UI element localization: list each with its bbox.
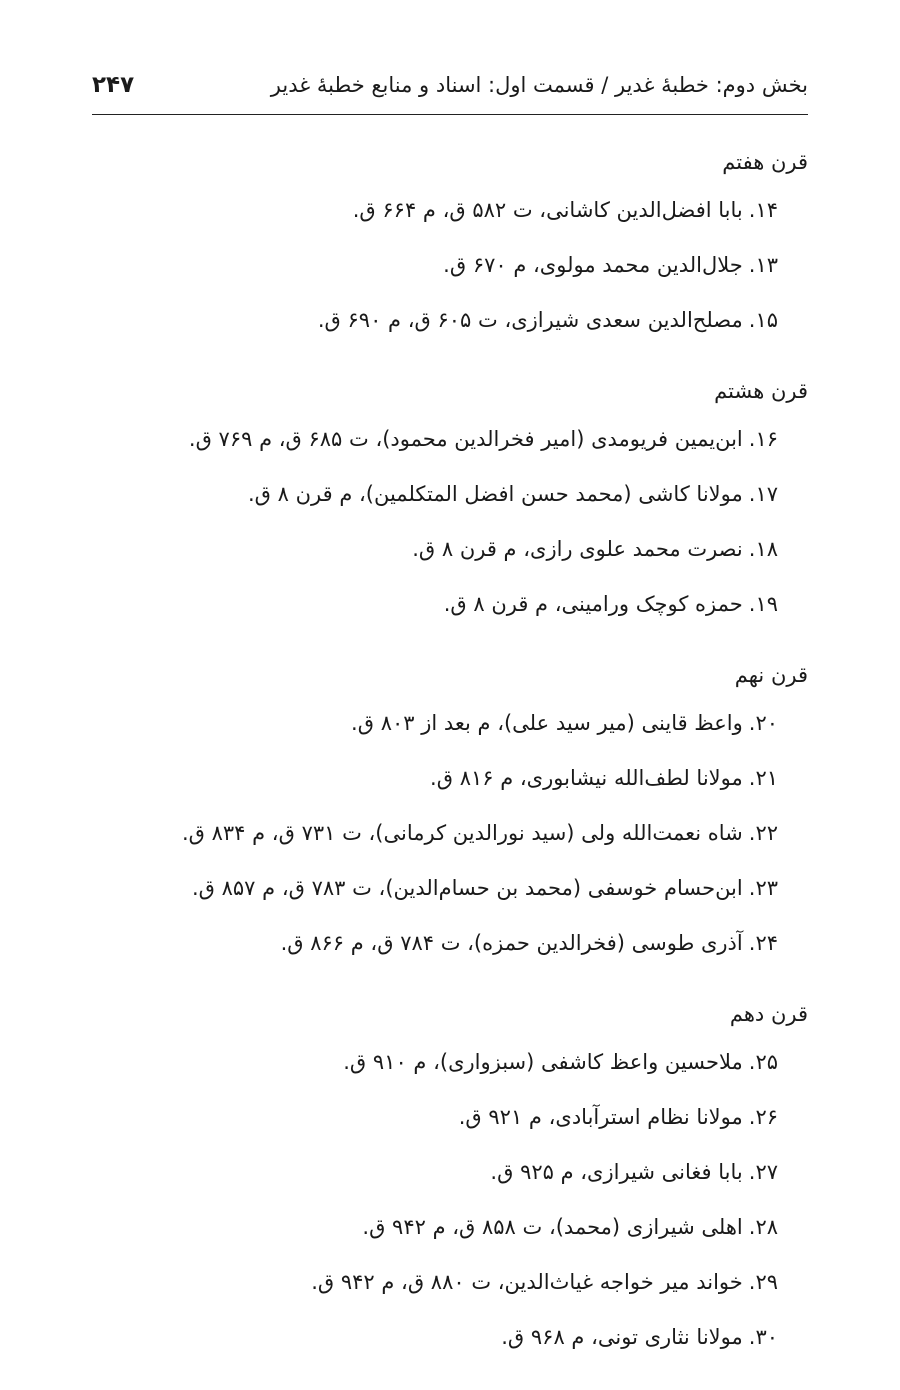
entry-text: ابن‌یمین فریومدی (امیر فخرالدین محمود)، ت ۶۸۵ ق، م ۷۶۹ ق. bbox=[188, 426, 743, 451]
section-heading: قرن دهم bbox=[729, 1002, 808, 1026]
entry-text: مولانا لطف‌الله نیشابوری، م ۸۱۶ ق. bbox=[430, 765, 743, 790]
section-century-10 bbox=[92, 994, 808, 1364]
entry-number: ۱۴. bbox=[748, 197, 778, 222]
entry-number: ۱۵. bbox=[748, 307, 778, 332]
entry-text: مولانا نثاری تونی، م ۹۶۸ ق. bbox=[501, 1324, 743, 1349]
entry-text: مصلح‌الدین سعدی شیرازی، ت ۶۰۵ ق، م ۶۹۰ ق. bbox=[317, 307, 743, 332]
entry-text: مولانا کاشی (محمد حسن افضل المتکلمین)، م قرن ۸ ق. bbox=[248, 481, 743, 506]
entry-text: مولانا نظام استرآبادی، م ۹۲۱ ق. bbox=[458, 1104, 743, 1129]
section-century-7 bbox=[92, 142, 808, 347]
list-item bbox=[92, 1199, 778, 1254]
list-item bbox=[92, 521, 778, 576]
entry-number: ۲۸. bbox=[748, 1214, 778, 1239]
running-title: بخش دوم: خطبهٔ غدیر / قسمت اول: اسناد و منابع خطبهٔ غدیر bbox=[270, 73, 808, 97]
list-item bbox=[92, 915, 778, 970]
list-item bbox=[92, 292, 778, 347]
list-item bbox=[92, 466, 778, 521]
entry-number: ۳۰. bbox=[748, 1324, 778, 1349]
entry-number: ۲۷. bbox=[748, 1159, 778, 1184]
entry-text: اهلی شیرازی (محمد)، ت ۸۵۸ ق، م ۹۴۲ ق. bbox=[362, 1214, 743, 1239]
list-item bbox=[92, 695, 778, 750]
entry-text: بابا فغانی شیرازی، م ۹۲۵ ق. bbox=[490, 1159, 743, 1184]
list-item bbox=[92, 1254, 778, 1309]
entry-number: ۲۳. bbox=[748, 875, 778, 900]
list-item bbox=[92, 576, 778, 631]
list-item bbox=[92, 805, 778, 860]
entry-number: ۲۲. bbox=[748, 820, 778, 845]
section-heading: قرن نهم bbox=[734, 663, 808, 687]
list-item bbox=[92, 1089, 778, 1144]
entry-text: حمزه کوچک ورامینی، م قرن ۸ ق. bbox=[443, 591, 743, 616]
section-century-9 bbox=[92, 655, 808, 970]
entry-text: خواند میر خواجه غیاث‌الدین، ت ۸۸۰ ق، م ۹۴۲ ق. bbox=[311, 1269, 743, 1294]
entry-list bbox=[92, 411, 808, 631]
entry-text: واعظ قاینی (میر سید علی)، م بعد از ۸۰۳ ق. bbox=[351, 710, 743, 735]
list-item bbox=[92, 411, 778, 466]
page-content bbox=[92, 142, 808, 1388]
entry-text: ابن‌حسام خوسفی (محمد بن حسام‌الدین)، ت ۷۸۳ ق، م ۸۵۷ ق. bbox=[191, 875, 743, 900]
entry-number: ۲۵. bbox=[748, 1049, 778, 1074]
page-header bbox=[92, 70, 808, 115]
entry-number: ۱۷. bbox=[748, 481, 778, 506]
entry-number: ۱۳. bbox=[748, 252, 778, 277]
entry-number: ۱۶. bbox=[748, 426, 778, 451]
entry-list bbox=[92, 695, 808, 970]
entry-text: ملاحسین واعظ کاشفی (سبزواری)، م ۹۱۰ ق. bbox=[343, 1049, 743, 1074]
list-item bbox=[92, 860, 778, 915]
entry-text: آذری طوسی (فخرالدین حمزه)، ت ۷۸۴ ق، م ۸۶۶ ق. bbox=[280, 930, 743, 955]
entry-list bbox=[92, 182, 808, 347]
list-item bbox=[92, 1309, 778, 1364]
entry-text: نصرت محمد علوی رازی، م قرن ۸ ق. bbox=[412, 536, 743, 561]
entry-number: ۲۶. bbox=[748, 1104, 778, 1129]
entry-number: ۲۰. bbox=[748, 710, 778, 735]
entry-list bbox=[92, 1034, 808, 1364]
section-heading: قرن هفتم bbox=[722, 150, 808, 174]
entry-number: ۲۹. bbox=[748, 1269, 778, 1294]
entry-number: ۲۴. bbox=[748, 930, 778, 955]
section-century-8 bbox=[92, 371, 808, 631]
list-item bbox=[92, 1144, 778, 1199]
list-item bbox=[92, 182, 778, 237]
entry-number: ۱۹. bbox=[748, 591, 778, 616]
page-number: ۲۴۷ bbox=[92, 72, 135, 98]
entry-text: شاه نعمت‌الله ولی (سید نورالدین کرمانی)، ت ۷۳۱ ق، م ۸۳۴ ق. bbox=[181, 820, 743, 845]
list-item bbox=[92, 237, 778, 292]
list-item bbox=[92, 1034, 778, 1089]
section-heading: قرن هشتم bbox=[714, 379, 808, 403]
list-item bbox=[92, 750, 778, 805]
entry-text: جلال‌الدین محمد مولوی، م ۶۷۰ ق. bbox=[443, 252, 743, 277]
entry-number: ۱۸. bbox=[748, 536, 778, 561]
entry-text: بابا افضل‌الدین کاشانی، ت ۵۸۲ ق، م ۶۶۴ ق. bbox=[352, 197, 743, 222]
entry-number: ۲۱. bbox=[748, 765, 778, 790]
